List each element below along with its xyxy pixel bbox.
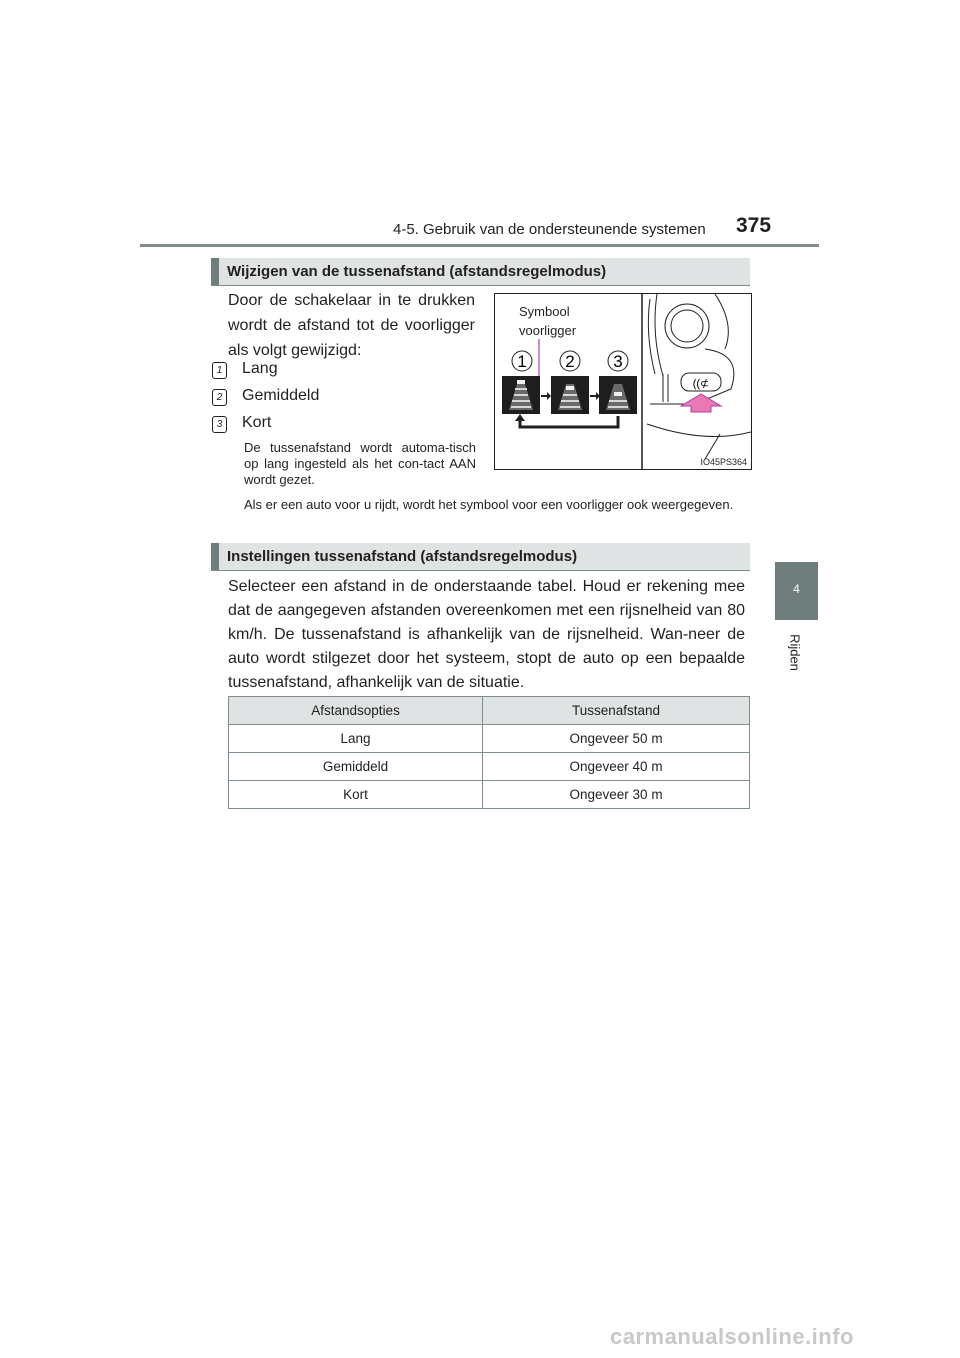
body-paragraph: Selecteer een afstand in de onderstaande tabel. Houd er rekening mee dat de aangegeven afstanden overeenkomen met een rijsnelheid van 80 km/h. De tussenafstand is afhankelijk van de rijsnelheid. Wan-neer de auto wordt stilgezet door het systeem, stopt de auto op een bepaalde tussenafstand, afhankelijk van de situatie. (228, 578, 745, 691)
table-cell: Lang (229, 725, 483, 753)
table-row (229, 753, 750, 781)
column-header: Tussenafstand (483, 697, 750, 725)
display-kort (599, 376, 637, 414)
watermark: carmanualsonline.info (610, 1324, 854, 1349)
table-cell: Gemiddeld (229, 753, 483, 781)
arrow-icon (541, 392, 551, 400)
figure-code: IO45PS364 (700, 457, 747, 467)
note-text: De tussenafstand wordt automa-tisch op lang ingesteld als het con-tact AAN wordt gezet. (244, 440, 476, 487)
svg-text:2: 2 (565, 352, 575, 371)
table-cell: Kort (229, 781, 483, 809)
section-underline (211, 285, 750, 286)
section-header: 4-5. Gebruik van de ondersteunende systemen (393, 221, 706, 238)
intro-text: Door de schakelaar in te drukken wordt de afstand tot de voorligger als volgt gewijzigd: (228, 292, 475, 359)
section-title: Instellingen tussenafstand (afstandsregelmodus) (227, 548, 578, 565)
column-header: Afstandsopties (229, 697, 483, 725)
option-number: 1 (212, 362, 227, 379)
marker-3 (608, 351, 628, 371)
option-number: 3 (212, 416, 227, 433)
distance-switch-illustration (494, 293, 752, 470)
note-text: Als er een auto voor u rijdt, wordt het symbool voor een voorligger ook weergegeven. (244, 497, 734, 512)
press-arrow-icon (681, 394, 721, 412)
chapter-tab (775, 562, 818, 620)
table-row (229, 781, 750, 809)
section-title-bar (211, 543, 750, 570)
distance-table (228, 696, 750, 809)
option-label: Kort (242, 414, 272, 431)
option-label: Lang (242, 360, 278, 377)
arrow-icon (590, 392, 600, 400)
illustration-drawing (495, 294, 751, 469)
option-number: 2 (212, 389, 227, 406)
chapter-number: 4 (793, 582, 800, 596)
option-label: Gemiddeld (242, 387, 320, 404)
callout-line: voorligger (519, 323, 577, 338)
marker-2 (560, 351, 580, 371)
display-gemiddeld (551, 376, 589, 414)
table-cell: Ongeveer 30 m (483, 781, 750, 809)
marker-1 (512, 351, 532, 371)
section-title-bar (211, 258, 750, 285)
svg-text:3: 3 (613, 352, 623, 371)
table-header-row (229, 697, 750, 725)
table-cell: Ongeveer 50 m (483, 725, 750, 753)
section-title: Wijzigen van de tussenafstand (afstandsregelmodus) (227, 263, 607, 280)
callout-line: Symbool (519, 304, 570, 319)
page-number: 375 (736, 214, 772, 237)
table-row (229, 725, 750, 753)
svg-text:1: 1 (517, 352, 527, 371)
section-underline (211, 570, 750, 571)
svg-text:((⊄: ((⊄ (692, 378, 710, 390)
header-divider (140, 244, 819, 247)
display-lang (502, 376, 540, 414)
chapter-label: Rijden (787, 634, 803, 671)
table-cell: Ongeveer 40 m (483, 753, 750, 781)
